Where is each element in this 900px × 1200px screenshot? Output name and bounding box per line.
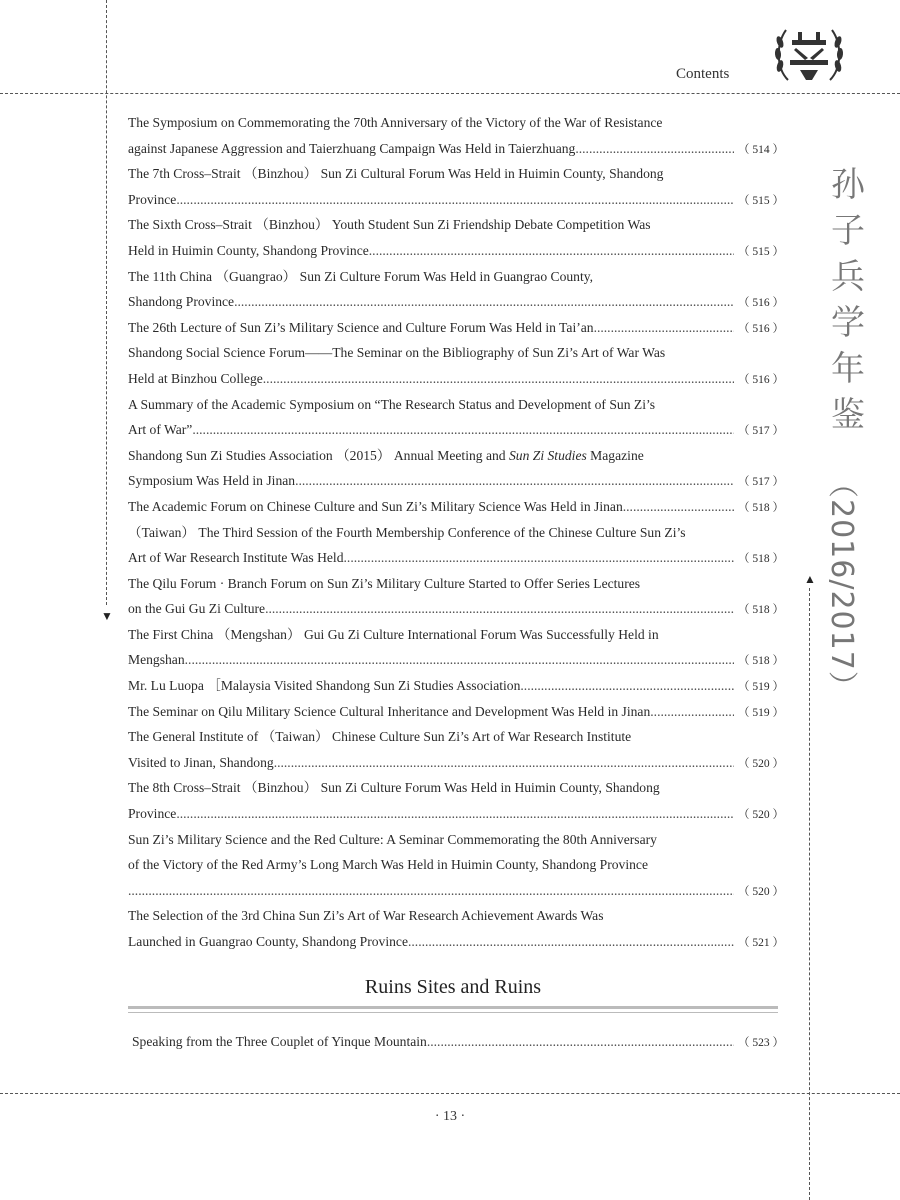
toc-entry-text: Sun Zi’s Military Science and the Red Culture: A Seminar Commemorating the 80th Anniversary [128,831,657,847]
toc-entry-line[interactable] [128,878,784,904]
toc-page-number: （ 516 ） [734,291,784,317]
toc-entry-text: （Taiwan） The Third Session of the Fourth Membership Conference of the Chinese Culture Sun Zi’s [128,524,686,540]
toc-entry-line[interactable] [128,340,784,366]
toc-entry-text: The 26th Lecture of Sun Zi’s Military Science and Culture Forum Was Held in Tai’an [128,319,594,335]
toc-entry-line[interactable] [128,315,784,341]
toc-entry-line[interactable] [128,264,784,290]
toc-page-number: （ 521 ） [734,931,784,957]
toc-leader-dots [263,366,734,392]
toc-leader-dots [295,468,734,494]
toc-leader-dots [520,673,734,699]
toc-entry-line[interactable] [128,545,784,571]
toc-entry-line[interactable] [128,647,784,673]
toc-page-number: （ 516 ） [734,317,784,343]
toc-entry-text-after: Magazine [586,447,644,463]
toc-entry-line[interactable] [128,801,784,827]
toc-entry-line[interactable] [128,392,784,418]
down-arrow-icon: ▼ [101,609,113,623]
toc-entry-text: Shandong Sun Zi Studies Association （2015） Annual Meeting and Sun Zi Studies Magazine [128,447,644,463]
toc-entry-line[interactable] [128,571,784,597]
top-dashed-rule [0,93,900,94]
toc-leader-dots [408,929,734,955]
toc-entry-text: Art of War Research Institute Was Held [128,550,344,566]
toc-entry-text: The Symposium on Commemorating the 70th Anniversary of the Victory of the War of Resistance [128,115,663,130]
toc-entry-line[interactable] [128,724,784,750]
toc-entry-text: The 8th Cross–Strait （Binzhou） Sun Zi Culture Forum Was Held in Huimin County, Shandong [128,780,660,796]
toc-list-section2 [132,1029,784,1055]
toc-leader-dots [274,750,734,776]
toc-entry-text: The Sixth Cross–Strait （Binzhou） Youth Student Sun Zi Friendship Debate Competition Was [128,217,651,233]
toc-entry-line[interactable] [128,110,784,136]
toc-page-number: （ 515 ） [734,189,784,215]
toc-entry-text: against Japanese Aggression and Taierzhuang Campaign Was Held in Taierzhuang [128,140,576,156]
toc-entry-line[interactable] [128,136,784,162]
toc-leader-dots [427,1029,734,1055]
toc-entry-text: The Selection of the 3rd China Sun Zi’s Art of War Research Achievement Awards Was [128,908,604,924]
toc-entry-line[interactable] [128,827,784,853]
toc-entry-line[interactable] [128,622,784,648]
toc-leader-dots [650,699,734,725]
toc-page-number: （ 516 ） [734,368,784,394]
toc-entry-text: A Summary of the Academic Symposium on “The Research Status and Development of Sun Zi’s [128,396,656,412]
up-arrow-icon: ▲ [804,572,816,586]
toc-leader-dots [234,289,734,315]
toc-leader-dots [128,878,734,904]
toc-entry-line[interactable] [128,494,784,520]
toc-entry-text: The Qilu Forum · Branch Forum on Sun Zi’s Military Culture Started to Offer Series Lectures [128,575,641,591]
toc-entry-italic-title: Sun Zi Studies [508,447,587,463]
toc-entry-line[interactable] [128,673,784,699]
toc-entry-text: The Academic Forum on Chinese Culture and Sun Zi’s Military Science Was Held in Jinan [128,498,623,514]
toc-entry-text: The Seminar on Qilu Military Science Cultural Inheritance and Development Was Held in Jinan [128,703,651,719]
toc-page-number: （ 518 ） [734,649,784,675]
toc-entry-text: Shandong Province [128,294,235,310]
toc-leader-dots [575,136,734,162]
toc-entry-line[interactable] [132,1029,784,1055]
toc-entry-line[interactable] [128,852,784,878]
toc-entry-line[interactable] [128,903,784,929]
running-header: Contents [676,66,730,82]
toc-leader-dots [265,596,734,622]
toc-entry-line[interactable] [128,775,784,801]
toc-page-number: （ 520 ） [734,803,784,829]
toc-entry-text: Launched in Guangrao County, Shandong Province [128,934,408,949]
toc-page-number: （ 518 ） [734,598,784,624]
toc-page-number: （ 514 ） [734,138,784,164]
toc-leader-dots [192,417,734,443]
toc-entry-text: Symposium Was Held in Jinan [128,473,296,489]
toc-entry-text: Mr. Lu Luopa ［Malaysia Visited Shandong Sun Zi Studies Association [128,678,521,694]
toc-page-number: （ 523 ） [734,1031,784,1057]
toc-entry-line[interactable] [128,596,784,622]
toc-entry-text: The First China （Mengshan） Gui Gu Zi Culture International Forum Was Successfully Held in [128,626,659,642]
side-year: （2016/2017） [824,468,859,702]
toc-entry-line[interactable] [128,750,784,776]
toc-entry-text: The 11th China （Guangrao） Sun Zi Culture Forum Was Held in Guangrao County, [128,268,594,284]
toc-entry-text: Province [128,191,177,207]
toc-page-number: （ 520 ） [734,752,784,778]
left-dashed-rule [106,0,107,605]
toc-entry-line[interactable] [128,289,784,315]
section-rule [128,1006,778,1009]
toc-leader-dots [344,545,734,571]
toc-entry-text: Mengshan [128,652,185,668]
toc-page-number: （ 520 ） [734,880,784,906]
toc-entry-line[interactable] [128,238,784,264]
toc-entry-text: on the Gui Gu Zi Culture [128,601,266,617]
toc-page-number: （ 518 ） [734,547,784,573]
section-rule-thin [128,1012,778,1013]
toc-entry-line[interactable] [128,417,784,443]
toc-entry-text: Shandong Social Science Forum——The Seminar on the Bibliography of Sun Zi’s Art of War Was [128,345,666,361]
toc-entry-text: Speaking from the Three Couplet of Yinque Mountain [132,1034,427,1049]
toc-entry-line[interactable] [128,443,784,469]
toc-entry-line[interactable] [128,187,784,213]
toc-entry-text: Visited to Jinan, Shandong [128,754,274,770]
toc-entry-text: The General Institute of （Taiwan） Chinese Culture Sun Zi’s Art of War Research Institute [128,729,632,745]
toc-leader-dots [594,315,734,341]
section-heading: Ruins Sites and Ruins [364,976,542,998]
toc-leader-dots [623,494,734,520]
toc-page-number: （ 518 ） [734,496,784,522]
toc-entry-line[interactable] [128,520,784,546]
toc-entry-text: Art of War” [128,422,193,438]
bottom-dashed-rule [0,1093,900,1094]
toc-entry-line[interactable] [128,929,784,955]
toc-entry-line[interactable] [128,699,784,725]
toc-leader-dots [185,647,734,673]
toc-page-number: （ 515 ） [734,240,784,266]
toc-entry-text: Held at Binzhou College [128,370,263,386]
toc-entry-line[interactable] [128,366,784,392]
toc-page-number: （ 519 ） [734,701,784,727]
toc-leader-dots [176,801,734,827]
toc-page-number: （ 519 ） [734,675,784,701]
toc-entry-line[interactable] [128,161,784,187]
toc-leader-dots [176,187,734,213]
side-title: 孙子兵学年鉴 [831,165,865,435]
toc-entry-line[interactable] [128,468,784,494]
toc-page-number: （ 517 ） [734,470,784,496]
toc-leader-dots [369,238,734,264]
toc-entry-text: Province [128,806,177,822]
toc-entry-text: Held in Huimin County, Shandong Province [128,242,369,258]
page-number: · 13 · [434,1109,466,1124]
toc-entry-line[interactable] [128,212,784,238]
toc-entry-text: The 7th Cross–Strait （Binzhou） Sun Zi Cultural Forum Was Held in Huimin County, Shandong [128,166,664,182]
toc-list [128,110,784,955]
toc-page-number: （ 517 ） [734,419,784,445]
sunzi-laurel-emblem-icon [772,22,846,88]
toc-entry-text: of the Victory of the Red Army’s Long March Was Held in Huimin County, Shandong Province [128,857,648,873]
